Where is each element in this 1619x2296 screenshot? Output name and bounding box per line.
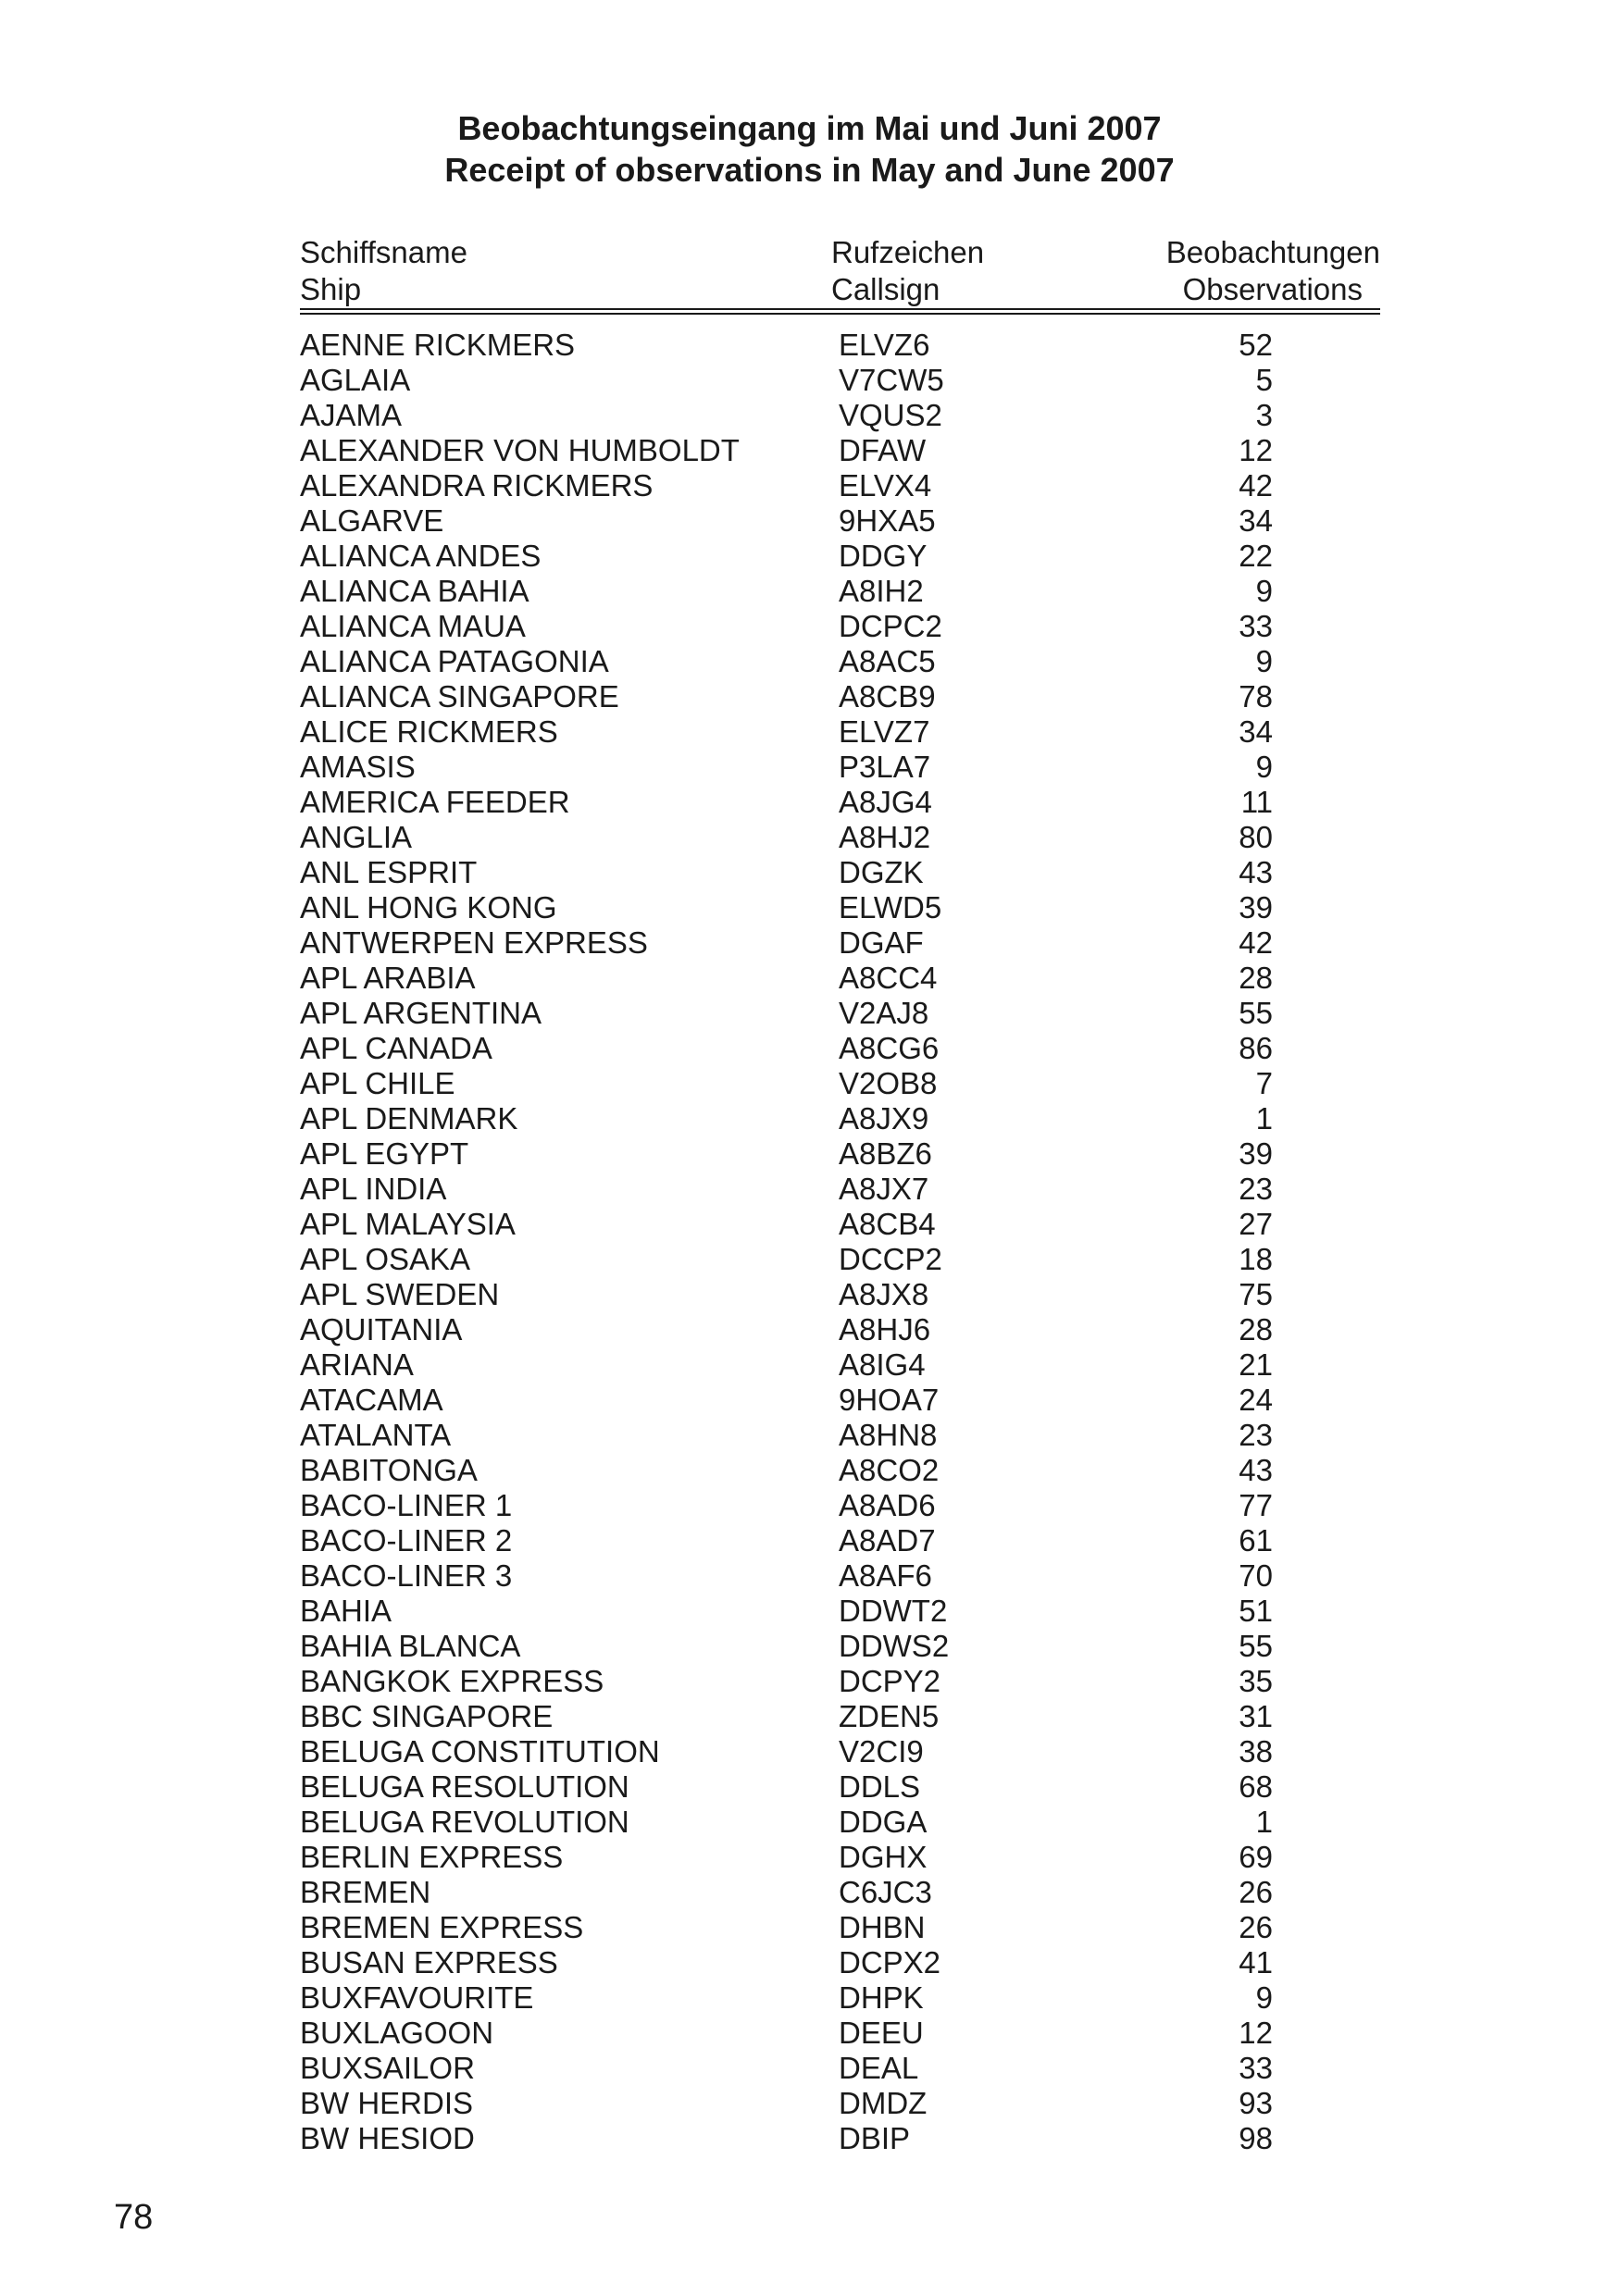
observations-cell: 26: [1239, 1910, 1273, 1944]
observations-cell: 39: [1239, 890, 1273, 925]
ship-name-cell: AENNE RICKMERS: [300, 328, 576, 362]
callsign-cell: DEAL: [839, 2051, 919, 2085]
ship-name-cell: ALICE RICKMERS: [300, 714, 558, 749]
ship-name-cell: ALIANCA SINGAPORE: [300, 679, 619, 714]
table-row: [0, 714, 1619, 750]
observations-cell: 24: [1239, 1383, 1273, 1417]
observations-cell: 75: [1239, 1277, 1273, 1311]
table-row: [0, 644, 1619, 679]
observations-cell: 55: [1239, 996, 1273, 1030]
ship-name-cell: BREMEN: [300, 1875, 431, 1909]
ship-name-cell: BREMEN EXPRESS: [300, 1910, 584, 1944]
callsign-cell: DDGA: [839, 1805, 928, 1839]
table-row: [0, 398, 1619, 433]
table-row: [0, 820, 1619, 855]
ship-name-cell: APL ARABIA: [300, 961, 476, 995]
callsign-cell: DCCP2: [839, 1242, 942, 1276]
callsign-cell: DCPC2: [839, 609, 942, 643]
ship-name-cell: BAHIA BLANCA: [300, 1629, 521, 1663]
table-row: [0, 1699, 1619, 1734]
callsign-cell: DHPK: [839, 1980, 924, 2015]
table-row: [0, 1945, 1619, 1980]
observations-cell: 43: [1239, 855, 1273, 889]
ship-name-cell: BACO-LINER 3: [300, 1558, 513, 1593]
ship-name-cell: BELUGA REVOLUTION: [300, 1805, 629, 1839]
observations-cell: 27: [1239, 1207, 1273, 1241]
table-row: [0, 1910, 1619, 1945]
ship-name-cell: AMERICA FEEDER: [300, 785, 570, 819]
ship-name-cell: APL DENMARK: [300, 1101, 518, 1136]
ship-name-cell: APL OSAKA: [300, 1242, 471, 1276]
table-row: [0, 2086, 1619, 2121]
ship-name-cell: ALIANCA ANDES: [300, 539, 542, 573]
observations-cell: 7: [1255, 1066, 1273, 1100]
callsign-cell: C6JC3: [839, 1875, 932, 1909]
callsign-cell: V2CI9: [839, 1734, 924, 1769]
column-header-observations-de: Beobachtungen: [1165, 235, 1380, 269]
table-row: [0, 750, 1619, 785]
observations-cell: 77: [1239, 1488, 1273, 1522]
observations-cell: 31: [1239, 1699, 1273, 1733]
observations-cell: 43: [1239, 1453, 1273, 1487]
column-header-callsign-en: Callsign: [831, 272, 940, 306]
ship-name-cell: BACO-LINER 2: [300, 1523, 513, 1558]
observations-cell: 69: [1239, 1840, 1273, 1874]
table-row: [0, 1769, 1619, 1805]
page-title-english: Receipt of observations in May and June 2007: [444, 151, 1175, 189]
callsign-cell: VQUS2: [839, 398, 942, 432]
observations-cell: 26: [1239, 1875, 1273, 1909]
table-row: [0, 996, 1619, 1031]
observations-cell: 34: [1239, 503, 1273, 538]
callsign-cell: ELVZ7: [839, 714, 930, 749]
table-row: [0, 1980, 1619, 2016]
callsign-cell: A8CO2: [839, 1453, 940, 1487]
table-row: [0, 1312, 1619, 1347]
ship-name-cell: BW HESIOD: [300, 2121, 475, 2155]
ship-name-cell: ARIANA: [300, 1347, 414, 1382]
observations-cell: 28: [1239, 961, 1273, 995]
table-row: [0, 1875, 1619, 1910]
callsign-cell: A8JX9: [839, 1101, 929, 1136]
callsign-cell: DGZK: [839, 855, 924, 889]
table-row: [0, 1066, 1619, 1101]
ship-name-cell: ANGLIA: [300, 820, 413, 854]
observations-cell: 1: [1255, 1101, 1273, 1136]
table-row: [0, 961, 1619, 996]
header-rule-bottom: [300, 313, 1380, 315]
ship-name-cell: BUXLAGOON: [300, 2016, 494, 2050]
table-row: [0, 1734, 1619, 1769]
observations-cell: 42: [1239, 468, 1273, 503]
ship-name-cell: BACO-LINER 1: [300, 1488, 513, 1522]
observations-cell: 21: [1239, 1347, 1273, 1382]
callsign-cell: DDWS2: [839, 1629, 950, 1663]
table-row: [0, 1840, 1619, 1875]
callsign-cell: A8AC5: [839, 644, 936, 678]
callsign-cell: ELVX4: [839, 468, 932, 503]
callsign-cell: V2OB8: [839, 1066, 938, 1100]
ship-name-cell: ALIANCA PATAGONIA: [300, 644, 609, 678]
observations-cell: 28: [1239, 1312, 1273, 1347]
ship-name-cell: ATACAMA: [300, 1383, 443, 1417]
ship-name-cell: ALEXANDRA RICKMERS: [300, 468, 654, 503]
observations-cell: 98: [1239, 2121, 1273, 2155]
callsign-cell: DMDZ: [839, 2086, 928, 2120]
observations-cell: 33: [1239, 609, 1273, 643]
column-header-ship-name-de: Schiffsname: [300, 235, 467, 269]
ship-name-cell: BAHIA: [300, 1594, 392, 1628]
table-row: [0, 890, 1619, 925]
callsign-cell: ELWD5: [839, 890, 942, 925]
observations-cell: 42: [1239, 925, 1273, 960]
callsign-cell: 9HXA5: [839, 503, 936, 538]
ship-name-cell: BABITONGA: [300, 1453, 478, 1487]
callsign-cell: DCPX2: [839, 1945, 941, 1980]
callsign-cell: DDWT2: [839, 1594, 948, 1628]
callsign-cell: 9HOA7: [839, 1383, 940, 1417]
table-row: [0, 1805, 1619, 1840]
ship-name-cell: APL INDIA: [300, 1172, 447, 1206]
callsign-cell: DBIP: [839, 2121, 911, 2155]
callsign-cell: A8JX7: [839, 1172, 929, 1206]
table-row: [0, 785, 1619, 820]
ship-name-cell: BBC SINGAPORE: [300, 1699, 554, 1733]
column-header-observations-en: Observations: [1182, 272, 1363, 306]
callsign-cell: A8JX8: [839, 1277, 929, 1311]
table-row: [0, 503, 1619, 539]
ship-name-cell: AGLAIA: [300, 363, 411, 397]
callsign-cell: DHBN: [839, 1910, 926, 1944]
table-row: [0, 1031, 1619, 1066]
observations-cell: 61: [1239, 1523, 1273, 1558]
observations-cell: 9: [1255, 644, 1273, 678]
callsign-cell: DGAF: [839, 925, 924, 960]
observations-cell: 9: [1255, 1980, 1273, 2015]
table-row: [0, 1594, 1619, 1629]
ship-name-cell: AQUITANIA: [300, 1312, 463, 1347]
table-row: [0, 1136, 1619, 1172]
callsign-cell: A8AF6: [839, 1558, 932, 1593]
ship-name-cell: ALEXANDER VON HUMBOLDT: [300, 433, 740, 467]
callsign-cell: DDGY: [839, 539, 928, 573]
ship-name-cell: ALIANCA MAUA: [300, 609, 526, 643]
table-row: [0, 1558, 1619, 1594]
table-row: [0, 1383, 1619, 1418]
table-row: [0, 1488, 1619, 1523]
table-row: [0, 1277, 1619, 1312]
table-row: [0, 925, 1619, 961]
callsign-cell: DGHX: [839, 1840, 928, 1874]
column-header-ship-name-en: Ship: [300, 272, 362, 306]
callsign-cell: DEEU: [839, 2016, 924, 2050]
table-row: [0, 1418, 1619, 1453]
observations-cell: 5: [1255, 363, 1273, 397]
observations-cell: 3: [1255, 398, 1273, 432]
table-row: [0, 328, 1619, 363]
callsign-cell: DDLS: [839, 1769, 921, 1804]
page-title-german: Beobachtungseingang im Mai und Juni 2007: [457, 109, 1162, 147]
ship-name-cell: BERLIN EXPRESS: [300, 1840, 564, 1874]
callsign-cell: A8HJ2: [839, 820, 931, 854]
callsign-cell: P3LA7: [839, 750, 931, 784]
table-row: [0, 855, 1619, 890]
page-number: 78: [114, 2198, 154, 2237]
ship-name-cell: APL CANADA: [300, 1031, 492, 1065]
callsign-cell: A8CB4: [839, 1207, 936, 1241]
callsign-cell: A8HN8: [839, 1418, 938, 1452]
table-row: [0, 1242, 1619, 1277]
observations-cell: 51: [1239, 1594, 1273, 1628]
observations-cell: 38: [1239, 1734, 1273, 1769]
callsign-cell: DFAW: [839, 433, 927, 467]
observations-cell: 33: [1239, 2051, 1273, 2085]
observations-cell: 55: [1239, 1629, 1273, 1663]
ship-name-cell: ANL ESPRIT: [300, 855, 478, 889]
observations-cell: 52: [1239, 328, 1273, 362]
observations-cell: 80: [1239, 820, 1273, 854]
observations-table: [0, 328, 1619, 2156]
observations-cell: 93: [1239, 2086, 1273, 2120]
ship-name-cell: ATALANTA: [300, 1418, 452, 1452]
ship-name-cell: BW HERDIS: [300, 2086, 474, 2120]
observations-cell: 1: [1255, 1805, 1273, 1839]
observations-cell: 23: [1239, 1418, 1273, 1452]
observations-cell: 22: [1239, 539, 1273, 573]
callsign-cell: A8CG6: [839, 1031, 940, 1065]
callsign-cell: V7CW5: [839, 363, 944, 397]
table-row: [0, 468, 1619, 503]
observations-cell: 12: [1239, 433, 1273, 467]
column-header-callsign-de: Rufzeichen: [831, 235, 985, 269]
header-rule-top: [300, 308, 1380, 310]
callsign-cell: A8HJ6: [839, 1312, 931, 1347]
observations-cell: 86: [1239, 1031, 1273, 1065]
observations-cell: 34: [1239, 714, 1273, 749]
callsign-cell: ZDEN5: [839, 1699, 940, 1733]
callsign-cell: A8IH2: [839, 574, 924, 608]
observations-cell: 18: [1239, 1242, 1273, 1276]
observations-cell: 41: [1239, 1945, 1273, 1980]
table-row: [0, 609, 1619, 644]
observations-cell: 70: [1239, 1558, 1273, 1593]
table-row: [0, 1347, 1619, 1383]
ship-name-cell: APL SWEDEN: [300, 1277, 500, 1311]
table-row: [0, 539, 1619, 574]
observations-cell: 12: [1239, 2016, 1273, 2050]
ship-name-cell: APL MALAYSIA: [300, 1207, 516, 1241]
ship-name-cell: ALIANCA BAHIA: [300, 574, 529, 608]
ship-name-cell: ANL HONG KONG: [300, 890, 557, 925]
callsign-cell: A8AD7: [839, 1523, 936, 1558]
callsign-cell: A8AD6: [839, 1488, 936, 1522]
ship-name-cell: AJAMA: [300, 398, 403, 432]
ship-name-cell: APL EGYPT: [300, 1136, 469, 1171]
callsign-cell: DCPY2: [839, 1664, 941, 1698]
ship-name-cell: BELUGA CONSTITUTION: [300, 1734, 660, 1769]
callsign-cell: ELVZ6: [839, 328, 930, 362]
table-row: [0, 363, 1619, 398]
table-row: [0, 1101, 1619, 1136]
ship-name-cell: BUXSAILOR: [300, 2051, 475, 2085]
observations-cell: 9: [1255, 574, 1273, 608]
callsign-cell: A8IG4: [839, 1347, 926, 1382]
table-row: [0, 1207, 1619, 1242]
ship-name-cell: ALGARVE: [300, 503, 444, 538]
table-row: [0, 2016, 1619, 2051]
observations-cell: 23: [1239, 1172, 1273, 1206]
ship-name-cell: BELUGA RESOLUTION: [300, 1769, 629, 1804]
observations-cell: 68: [1239, 1769, 1273, 1804]
callsign-cell: A8JG4: [839, 785, 932, 819]
observations-cell: 78: [1239, 679, 1273, 714]
ship-name-cell: BANGKOK EXPRESS: [300, 1664, 604, 1698]
callsign-cell: A8BZ6: [839, 1136, 932, 1171]
table-row: [0, 2051, 1619, 2086]
table-row: [0, 574, 1619, 609]
ship-name-cell: APL ARGENTINA: [300, 996, 542, 1030]
ship-name-cell: APL CHILE: [300, 1066, 455, 1100]
callsign-cell: V2AJ8: [839, 996, 929, 1030]
table-row: [0, 1523, 1619, 1558]
ship-name-cell: AMASIS: [300, 750, 416, 784]
table-row: [0, 679, 1619, 714]
table-row: [0, 1664, 1619, 1699]
observations-cell: 35: [1239, 1664, 1273, 1698]
ship-name-cell: ANTWERPEN EXPRESS: [300, 925, 648, 960]
ship-name-cell: BUXFAVOURITE: [300, 1980, 534, 2015]
table-row: [0, 1629, 1619, 1664]
table-row: [0, 2121, 1619, 2156]
callsign-cell: A8CC4: [839, 961, 938, 995]
observations-cell: 9: [1255, 750, 1273, 784]
observations-cell: 39: [1239, 1136, 1273, 1171]
table-row: [0, 1172, 1619, 1207]
table-row: [0, 1453, 1619, 1488]
callsign-cell: A8CB9: [839, 679, 936, 714]
observations-cell: 11: [1240, 785, 1273, 819]
table-row: [0, 433, 1619, 468]
ship-name-cell: BUSAN EXPRESS: [300, 1945, 558, 1980]
